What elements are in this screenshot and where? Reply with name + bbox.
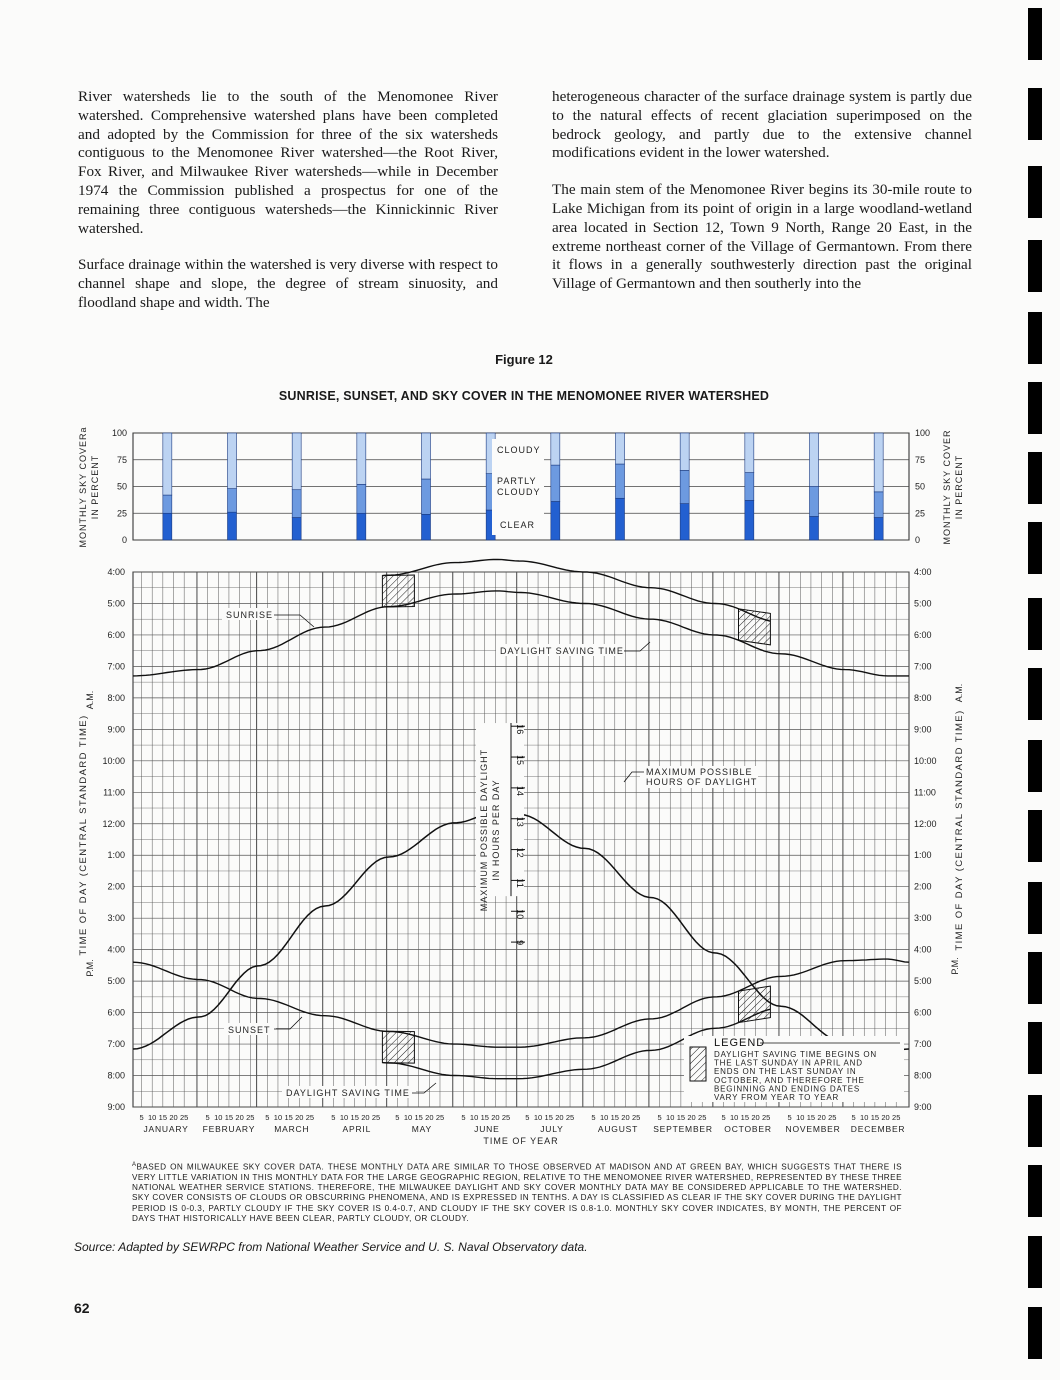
time-ytick-right: 3:00 <box>914 913 932 924</box>
x-day-tick: 5 <box>721 1113 726 1122</box>
x-day-tick: 5 <box>591 1113 596 1122</box>
pm-label-left: P.M. <box>85 959 95 977</box>
sky-bar-partly-cloudy <box>680 470 689 503</box>
x-month-label: JUNE <box>474 1124 500 1134</box>
sky-bar-clear <box>616 498 625 540</box>
x-day-tick: 10 <box>796 1113 805 1122</box>
x-day-tick: 25 <box>305 1113 315 1122</box>
x-day-tick: 15 <box>676 1113 686 1122</box>
x-day-tick: 5 <box>331 1113 336 1122</box>
sky-bar-clear <box>228 512 237 540</box>
sky-ytick-left: 0 <box>121 535 127 545</box>
x-day-tick: 15 <box>350 1113 359 1122</box>
registration-mark <box>1028 1095 1042 1147</box>
time-ytick-left: 1:00 <box>107 850 125 861</box>
sunset-label: SUNSET <box>228 1025 271 1035</box>
registration-mark <box>1028 312 1042 364</box>
x-month-label: NOVEMBER <box>785 1124 841 1134</box>
time-ytick-left: 6:00 <box>107 629 125 640</box>
x-axis-title: TIME OF YEAR <box>483 1136 559 1146</box>
legend-text-line: DAYLIGHT SAVING TIME BEGINS ON <box>714 1050 877 1059</box>
sky-series-label: PARTLY <box>497 476 537 486</box>
sky-bar-partly-cloudy <box>228 489 237 513</box>
registration-mark <box>1028 452 1042 504</box>
x-day-tick: 5 <box>395 1113 400 1122</box>
sky-bar-cloudy <box>745 433 754 473</box>
x-day-tick: 15 <box>414 1113 423 1122</box>
x-day-tick: 10 <box>273 1113 283 1122</box>
dst-top-leader <box>624 642 650 651</box>
sky-bar-cloudy <box>680 433 689 470</box>
time-ytick-right: 2:00 <box>914 881 932 892</box>
sky-bar-clear <box>422 514 431 540</box>
x-day-tick: 25 <box>246 1113 255 1122</box>
footnote-marker: A <box>132 1162 137 1168</box>
x-day-tick: 25 <box>501 1113 511 1122</box>
daylight-axis-label: IN HOURS PER DAY <box>491 779 501 881</box>
figure-title: SUNRISE, SUNSET, AND SKY COVER IN THE MENOMONEE RIVER WATERSHED <box>278 389 770 403</box>
x-day-tick: 20 <box>817 1113 826 1122</box>
registration-mark <box>1028 952 1042 1004</box>
sky-bar-clear <box>357 513 366 540</box>
sky-ylabel-right: MONTHLY SKY COVER <box>942 429 952 545</box>
sky-series-label: CLOUDY <box>497 487 541 497</box>
daylight-axis-tick-label: 9 <box>515 940 525 946</box>
sky-series-label: CLEAR <box>500 520 536 530</box>
time-ytick-right: 6:00 <box>914 629 932 640</box>
x-day-tick: 20 <box>687 1113 696 1122</box>
sky-bar-partly-cloudy <box>616 464 625 498</box>
time-ytick-right: 7:00 <box>914 661 932 672</box>
time-ytick-right: 5:00 <box>914 598 932 609</box>
time-ytick-right: 1:00 <box>914 850 932 861</box>
x-day-tick: 25 <box>179 1113 189 1122</box>
registration-mark <box>1028 598 1042 650</box>
daylight-axis-tick-label: 11 <box>515 878 525 888</box>
sky-bar-clear <box>163 513 172 540</box>
registration-mark <box>1028 166 1042 218</box>
x-day-tick: 25 <box>631 1113 641 1122</box>
sky-bar-clear <box>680 504 689 540</box>
time-ytick-left: 9:00 <box>107 1102 125 1112</box>
x-day-tick: 10 <box>666 1113 675 1122</box>
x-day-tick: 15 <box>610 1113 619 1122</box>
daylight-axis-tick-label: 16 <box>515 724 525 735</box>
time-ytick-left: 7:00 <box>107 661 125 672</box>
sky-series-label: CLOUDY <box>497 445 541 455</box>
time-ytick-right: 8:00 <box>914 1070 932 1081</box>
sky-bar-clear <box>810 516 819 540</box>
time-ytick-right: 4:00 <box>914 944 932 955</box>
sky-bar-clear <box>745 500 754 540</box>
body-paragraph: Surface drainage within the watershed is very diverse with respect to channel shape and slope, the degree of stream sinuosity, and floodland shape and width. The <box>78 256 498 311</box>
x-day-tick: 20 <box>425 1113 434 1122</box>
x-day-tick: 15 <box>224 1113 234 1122</box>
x-day-tick: 10 <box>403 1113 413 1122</box>
sky-cover-chart <box>78 426 964 547</box>
x-day-tick: 15 <box>158 1113 168 1122</box>
time-ytick-left: 8:00 <box>107 692 125 703</box>
sky-bar-partly-cloudy <box>422 479 431 514</box>
x-day-tick: 20 <box>169 1113 178 1122</box>
am-label-right: A.M. <box>954 683 964 703</box>
x-day-tick: 10 <box>730 1113 739 1122</box>
sky-ytick-left: 25 <box>116 508 127 519</box>
x-day-tick: 25 <box>892 1113 901 1122</box>
x-day-tick: 10 <box>533 1113 543 1122</box>
time-ylabel-right: TIME OF DAY (CENTRAL STANDARD TIME) <box>954 709 965 951</box>
sky-ytick-right: 50 <box>915 481 926 492</box>
sky-bar-cloudy <box>874 433 883 492</box>
legend-hatch-swatch <box>690 1047 706 1081</box>
body-paragraph: River watersheds lie to the south of the Menomonee River watershed. Comprehensive watershed plans have been completed and adopted by the Commission for three of the six watersheds contiguous to the Menomonee River watershed—the Root River, Fox River, and Milwaukee River watersheds—while in December 1974 the Commission published a prospectus for one of the remaining three contiguous watersheds—the Kinnickinnic River watershed. <box>78 88 498 237</box>
legend-title: LEGEND <box>714 1037 766 1049</box>
sky-bar-partly-cloudy <box>357 484 366 513</box>
x-day-tick: 20 <box>555 1113 564 1122</box>
sky-bar-cloudy <box>292 433 301 490</box>
sky-ytick-right: 0 <box>915 535 921 545</box>
registration-mark <box>1028 1236 1042 1288</box>
sky-bar-partly-cloudy <box>745 473 754 501</box>
registration-mark <box>1028 1165 1042 1217</box>
x-day-tick: 10 <box>599 1113 609 1122</box>
x-day-tick: 15 <box>870 1113 880 1122</box>
x-month-label: DECEMBER <box>850 1124 906 1134</box>
dst-hatch-sunrise-end <box>739 609 771 645</box>
x-day-tick: 20 <box>361 1113 370 1122</box>
time-ytick-left: 4:00 <box>107 567 125 577</box>
max-daylight-label: MAXIMUM POSSIBLE <box>646 767 753 777</box>
sky-bar-clear <box>292 518 301 540</box>
x-day-tick: 5 <box>139 1113 144 1122</box>
x-month-label: APRIL <box>342 1124 372 1134</box>
daylight-chart <box>78 559 965 1146</box>
registration-mark <box>1028 882 1042 934</box>
x-month-label: OCTOBER <box>724 1124 772 1134</box>
daylight-axis-tick-label: 14 <box>515 785 525 796</box>
time-ytick-right: 9:00 <box>914 1102 932 1112</box>
x-day-tick: 10 <box>860 1113 869 1122</box>
sky-ylabel-unit: IN PERCENT <box>90 454 100 520</box>
sky-bar-cloudy <box>551 433 560 465</box>
time-ytick-left: 9:00 <box>107 724 125 735</box>
sky-bar-partly-cloudy <box>163 495 172 513</box>
time-ylabel-left: TIME OF DAY (CENTRAL STANDARD TIME) <box>78 714 89 956</box>
x-day-tick: 5 <box>265 1113 270 1122</box>
x-day-tick: 5 <box>205 1113 210 1122</box>
sky-bar-partly-cloudy <box>292 490 301 518</box>
legend-text-line: ENDS ON THE LAST SUNDAY IN <box>714 1067 857 1077</box>
x-day-tick: 15 <box>544 1113 553 1122</box>
time-ytick-left: 10:00 <box>102 755 125 766</box>
x-day-tick: 25 <box>565 1113 575 1122</box>
footnote <box>132 1160 902 1224</box>
time-ytick-right: 7:00 <box>914 1039 932 1050</box>
x-day-tick: 20 <box>235 1113 244 1122</box>
time-ytick-right: 8:00 <box>914 692 932 703</box>
time-ytick-left: 7:00 <box>107 1039 125 1050</box>
sky-ytick-right: 100 <box>915 428 931 438</box>
time-ytick-right: 11:00 <box>914 787 936 798</box>
x-month-label: MARCH <box>274 1124 310 1134</box>
daylight-axis-label: MAXIMUM POSSIBLE DAYLIGHT <box>479 748 489 912</box>
sky-ytick-right: 75 <box>915 454 926 465</box>
am-label-left: A.M. <box>85 690 95 710</box>
dst-top-label: DAYLIGHT SAVING TIME <box>500 646 624 656</box>
x-day-tick: 25 <box>698 1113 707 1122</box>
registration-mark <box>1028 240 1042 292</box>
sky-bar-clear <box>874 518 883 540</box>
sky-ytick-left: 100 <box>111 428 127 438</box>
time-ytick-left: 5:00 <box>107 598 125 609</box>
x-day-tick: 20 <box>881 1113 890 1122</box>
sky-bar-cloudy <box>357 433 366 484</box>
legend-text-line: BEGINNING AND ENDING DATES <box>714 1084 861 1094</box>
daylight-axis-tick-label: 12 <box>515 847 525 858</box>
sky-bar-cloudy <box>616 433 625 464</box>
x-day-tick: 5 <box>787 1113 792 1122</box>
x-day-tick: 20 <box>295 1113 304 1122</box>
x-day-tick: 5 <box>851 1113 856 1122</box>
daylight-axis-tick-label: 15 <box>515 755 525 766</box>
sky-ylabel: MONTHLY SKY COVERa <box>78 426 88 548</box>
sky-bar-partly-cloudy <box>874 492 883 518</box>
x-day-tick: 5 <box>461 1113 466 1122</box>
sunrise-leader <box>274 615 314 627</box>
pm-label-right: P.M. <box>950 957 960 975</box>
dst-bottom-label: DAYLIGHT SAVING TIME <box>286 1088 410 1098</box>
figure-label: Figure 12 <box>495 352 553 367</box>
x-day-tick: 15 <box>480 1113 489 1122</box>
registration-mark <box>1028 668 1042 720</box>
x-day-tick: 20 <box>751 1113 760 1122</box>
sky-ytick-left: 75 <box>116 454 127 465</box>
legend-text-line: VARY FROM YEAR TO YEAR <box>714 1093 840 1102</box>
x-day-tick: 10 <box>214 1113 223 1122</box>
x-day-tick: 15 <box>806 1113 816 1122</box>
x-day-tick: 25 <box>371 1113 381 1122</box>
sky-bar-partly-cloudy <box>810 487 819 517</box>
sunrise-label: SUNRISE <box>226 610 274 620</box>
x-day-tick: 15 <box>284 1113 293 1122</box>
sky-ylabel-unit-right: IN PERCENT <box>954 454 964 520</box>
body-paragraph: heterogeneous character of the surface drainage system is partly due to the natural effects of recent glaciation superimposed on the bedrock geology, and partly due to the extensive channel modifications evident in the lower watershed. <box>552 88 972 162</box>
max-daylight-label: HOURS OF DAYLIGHT <box>646 777 758 787</box>
x-day-tick: 5 <box>657 1113 662 1122</box>
x-month-label: JANUARY <box>143 1124 189 1134</box>
time-ytick-left: 2:00 <box>107 881 125 892</box>
x-day-tick: 20 <box>621 1113 630 1122</box>
time-ytick-right: 5:00 <box>914 976 932 987</box>
dst-hatch-sunset-end <box>739 986 771 1023</box>
dst-hatch-sunset-start <box>382 1031 414 1063</box>
sky-bar-clear <box>551 501 560 540</box>
time-ytick-right: 4:00 <box>914 567 932 577</box>
registration-mark <box>1028 810 1042 862</box>
time-ytick-right: 9:00 <box>914 724 932 735</box>
registration-mark <box>1028 1307 1042 1359</box>
x-month-label: JULY <box>540 1124 564 1134</box>
time-ytick-left: 6:00 <box>107 1007 125 1018</box>
sky-bar-cloudy <box>228 433 237 489</box>
sky-bar-cloudy <box>422 433 431 479</box>
source-line: Source: Adapted by SEWRPC from National Weather Service and U. S. Naval Observatory data. <box>74 1240 588 1254</box>
sunrise-dst-curve <box>382 559 770 621</box>
x-month-label: SEPTEMBER <box>653 1124 713 1134</box>
time-ytick-left: 8:00 <box>107 1070 125 1081</box>
sky-ytick-right: 25 <box>915 508 926 519</box>
sky-ytick-left: 50 <box>116 481 127 492</box>
time-ytick-left: 11:00 <box>103 787 125 798</box>
sky-bar-cloudy <box>810 433 819 487</box>
registration-mark <box>1028 88 1042 140</box>
time-ytick-left: 4:00 <box>107 944 125 955</box>
time-ytick-left: 5:00 <box>107 976 125 987</box>
sky-bar-cloudy <box>163 433 172 495</box>
legend-text-line: THE LAST SUNDAY IN APRIL AND <box>714 1058 863 1068</box>
registration-mark <box>1028 522 1042 574</box>
time-ytick-left: 3:00 <box>107 913 125 924</box>
body-paragraph: The main stem of the Menomonee River begins its 30-mile route to Lake Michigan from its point of origin in a large woodland-wetland area located in Section 12, Town 9 North, Range 20 East, in the extreme northeast corner of the Village of Germantown. From there it flows in a generally southwesterly direction past the original Village of Germantown and then southerly into the <box>552 181 972 293</box>
x-day-tick: 20 <box>491 1113 500 1122</box>
x-day-tick: 25 <box>761 1113 771 1122</box>
registration-mark <box>1028 740 1042 792</box>
x-day-tick: 10 <box>339 1113 349 1122</box>
page-number: 62 <box>74 1300 90 1316</box>
time-ytick-right: 10:00 <box>914 755 937 766</box>
registration-mark <box>1028 8 1042 60</box>
x-day-tick: 15 <box>740 1113 750 1122</box>
registration-mark <box>1028 1022 1042 1074</box>
x-day-tick: 10 <box>148 1113 157 1122</box>
daylight-axis-tick-label: 13 <box>515 816 525 827</box>
time-ytick-left: 12:00 <box>102 818 125 829</box>
x-month-label: AUGUST <box>597 1124 639 1134</box>
footnote-text: BASED ON MILWAUKEE SKY COVER DATA. THESE MONTHLY DATA ARE SIMILAR TO THOSE OBSERVED AT MADISON AND AT GREEN BAY, WHICH SUGGESTS THAT THERE IS VERY LITTLE VARIATION IN THIS MONTHLY DATA FOR THE LARGE GEOGRAPHIC REGION, RELATIVE TO THE MENOMONEE RIVER WATERSHED, REPRESENTED BY THESE THREE NATIONAL WEATHER SERVICE STATIONS. THEREFORE, THE MILWAUKEE DAYLIGHT AND SKY COVER MONTHLY DATA MAY BE CONSIDERED APPLICABLE TO THE WATERSHED. SKY COVER CONSISTS OF CLOUDS OR OBSCURRING PHENOMENA, AND IS EXPRESSED IN TENTHS. A DAY IS CLASSIFIED AS CLEAR IF THE SKY COVER DURING THE DAYLIGHT PERIOD IS 0-0.3, PARTLY CLOUDY IF THE SKY COVER IS 0.4-0.7, AND CLOUDY IF THE SKY COVER IS 0.8-1.0. MONTHLY SKY COVER INDICATES, BY MONTH, THE PERCENT OF DAYS THAT HISTORICALLY HAVE BEEN CLEAR, PARTLY CLOUDY, OR CLOUDY. <box>132 1162 902 1223</box>
x-month-label: MAY <box>411 1124 432 1134</box>
x-day-tick: 25 <box>828 1113 837 1122</box>
legend-text-line: OCTOBER, AND THEREFORE THE <box>714 1075 865 1085</box>
time-ytick-right: 6:00 <box>914 1007 932 1018</box>
x-month-label: FEBRUARY <box>202 1124 256 1134</box>
x-day-tick: 10 <box>469 1113 479 1122</box>
x-day-tick: 5 <box>525 1113 530 1122</box>
dst-hatch-sunrise-start <box>382 575 414 607</box>
x-day-tick: 25 <box>435 1113 445 1122</box>
daylight-axis-tick-label: 10 <box>515 909 525 920</box>
sky-bar-partly-cloudy <box>551 465 560 501</box>
registration-mark <box>1028 382 1042 434</box>
time-ytick-right: 12:00 <box>914 818 937 829</box>
